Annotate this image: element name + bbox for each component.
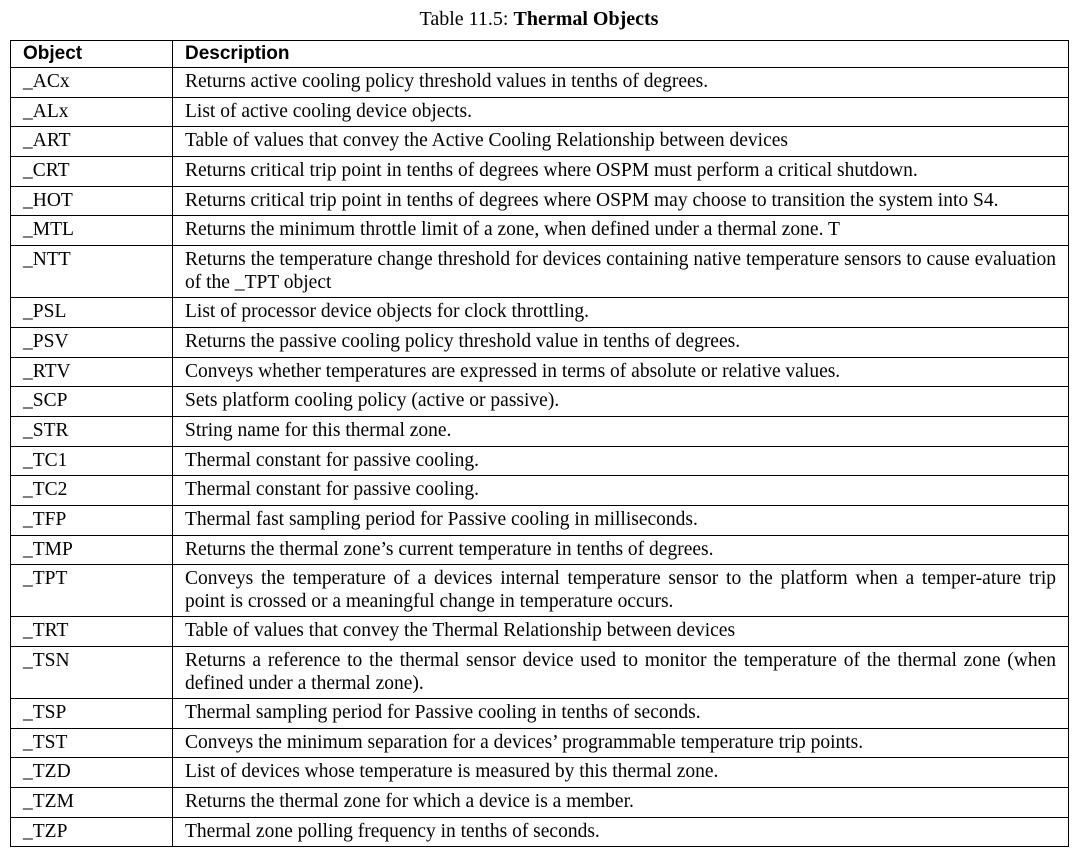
table-row bbox=[11, 357, 1069, 387]
description-cell: Returns the thermal zone’s current temperature in tenths of degrees. bbox=[173, 535, 1069, 565]
object-cell: _HOT bbox=[11, 186, 173, 216]
table-row bbox=[11, 157, 1069, 187]
table-row bbox=[11, 699, 1069, 729]
description-cell: Thermal constant for passive cooling. bbox=[173, 476, 1069, 506]
object-cell: _RTV bbox=[11, 357, 173, 387]
object-cell: _TC2 bbox=[11, 476, 173, 506]
description-cell: Returns the temperature change threshold for devices containing native temperature sensors to cause evaluation of the _TPT object bbox=[173, 246, 1069, 298]
object-cell: _ART bbox=[11, 127, 173, 157]
table-row bbox=[11, 817, 1069, 847]
object-cell: _TFP bbox=[11, 505, 173, 535]
description-cell: Returns a reference to the thermal sensor device used to monitor the temperature of the thermal zone (when defined under a thermal zone). bbox=[173, 647, 1069, 699]
description-cell: Table of values that convey the Active Cooling Relationship between devices bbox=[173, 127, 1069, 157]
table-row bbox=[11, 298, 1069, 328]
object-cell: _PSL bbox=[11, 298, 173, 328]
table-row bbox=[11, 758, 1069, 788]
table-row bbox=[11, 565, 1069, 617]
description-cell: Returns active cooling policy threshold values in tenths of degrees. bbox=[173, 68, 1069, 98]
object-cell: _TZD bbox=[11, 758, 173, 788]
object-cell: _STR bbox=[11, 416, 173, 446]
description-cell: Thermal fast sampling period for Passive cooling in milliseconds. bbox=[173, 505, 1069, 535]
object-cell: _TST bbox=[11, 728, 173, 758]
object-cell: _TPT bbox=[11, 565, 173, 617]
table-row bbox=[11, 387, 1069, 417]
description-cell: Thermal sampling period for Passive cooling in tenths of seconds. bbox=[173, 699, 1069, 729]
description-cell: Returns critical trip point in tenths of degrees where OSPM must perform a critical shutdown. bbox=[173, 157, 1069, 187]
thermal-objects-table bbox=[10, 40, 1069, 847]
header-description: Description bbox=[173, 41, 1069, 68]
table-body bbox=[11, 68, 1069, 847]
table-row bbox=[11, 97, 1069, 127]
table-row bbox=[11, 476, 1069, 506]
table-row bbox=[11, 446, 1069, 476]
table-row bbox=[11, 127, 1069, 157]
table-row bbox=[11, 327, 1069, 357]
description-cell: String name for this thermal zone. bbox=[173, 416, 1069, 446]
description-cell: Returns critical trip point in tenths of degrees where OSPM may choose to transition the system into S4. bbox=[173, 186, 1069, 216]
description-cell: Thermal zone polling frequency in tenths of seconds. bbox=[173, 817, 1069, 847]
description-cell: Returns the thermal zone for which a device is a member. bbox=[173, 788, 1069, 818]
object-cell: _ACx bbox=[11, 68, 173, 98]
object-cell: _TSN bbox=[11, 647, 173, 699]
table-row bbox=[11, 186, 1069, 216]
object-cell: _TZM bbox=[11, 788, 173, 818]
object-cell: _MTL bbox=[11, 216, 173, 246]
description-cell: Returns the passive cooling policy threshold value in tenths of degrees. bbox=[173, 327, 1069, 357]
object-cell: _SCP bbox=[11, 387, 173, 417]
table-row bbox=[11, 647, 1069, 699]
description-cell: Returns the minimum throttle limit of a zone, when defined under a thermal zone. T bbox=[173, 216, 1069, 246]
table-row bbox=[11, 68, 1069, 98]
description-cell: Thermal constant for passive cooling. bbox=[173, 446, 1069, 476]
caption-label: Table 11.5: bbox=[419, 8, 509, 30]
table-row bbox=[11, 788, 1069, 818]
description-cell: Conveys whether temperatures are expressed in terms of absolute or relative values. bbox=[173, 357, 1069, 387]
object-cell: _ALx bbox=[11, 97, 173, 127]
header-object: Object bbox=[11, 41, 173, 68]
table-row bbox=[11, 416, 1069, 446]
object-cell: _TC1 bbox=[11, 446, 173, 476]
description-cell: List of processor device objects for clock throttling. bbox=[173, 298, 1069, 328]
caption-title: Thermal Objects bbox=[513, 8, 659, 30]
table-row bbox=[11, 216, 1069, 246]
table-row bbox=[11, 505, 1069, 535]
table-header-row bbox=[11, 41, 1069, 68]
object-cell: _NTT bbox=[11, 246, 173, 298]
description-cell: Conveys the temperature of a devices internal temperature sensor to the platform when a temper-ature trip point is crossed or a meaningful change in temperature occurs. bbox=[173, 565, 1069, 617]
table-caption bbox=[0, 6, 1078, 32]
object-cell: _TSP bbox=[11, 699, 173, 729]
description-cell: Table of values that convey the Thermal Relationship between devices bbox=[173, 617, 1069, 647]
object-cell: _CRT bbox=[11, 157, 173, 187]
table-row bbox=[11, 535, 1069, 565]
description-cell: List of devices whose temperature is measured by this thermal zone. bbox=[173, 758, 1069, 788]
object-cell: _TMP bbox=[11, 535, 173, 565]
table-row bbox=[11, 246, 1069, 298]
description-cell: List of active cooling device objects. bbox=[173, 97, 1069, 127]
table-row bbox=[11, 617, 1069, 647]
object-cell: _PSV bbox=[11, 327, 173, 357]
object-cell: _TRT bbox=[11, 617, 173, 647]
description-cell: Sets platform cooling policy (active or passive). bbox=[173, 387, 1069, 417]
table-row bbox=[11, 728, 1069, 758]
description-cell: Conveys the minimum separation for a devices’ programmable temperature trip points. bbox=[173, 728, 1069, 758]
object-cell: _TZP bbox=[11, 817, 173, 847]
